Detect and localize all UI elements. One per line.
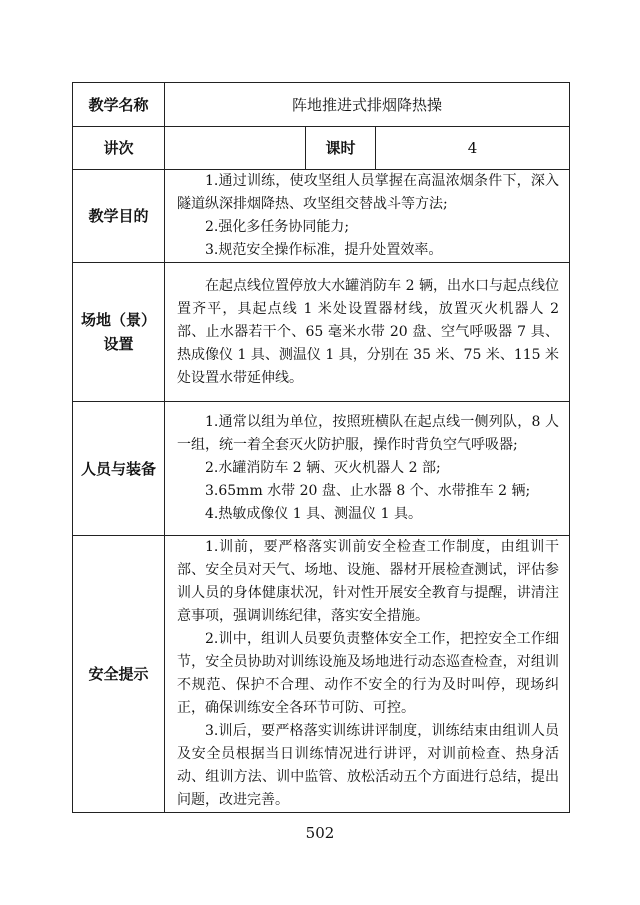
hours-value: 4 (376, 127, 570, 170)
session-label: 讲次 (73, 127, 165, 170)
site-content (165, 275, 569, 390)
hours-label: 课时 (306, 127, 376, 170)
session-value (165, 127, 306, 170)
objectives-content (165, 170, 569, 262)
safety-label: 安全提示 (73, 536, 165, 813)
personnel-cell (165, 402, 570, 536)
objectives-line: 3.规范安全操作标准，提升处置效率。 (205, 242, 443, 258)
objectives-line: 2.强化多任务协同能力; (205, 219, 350, 235)
site-label-line1: 场地（景） (80, 311, 156, 329)
safety-content (165, 536, 569, 812)
training-plan-table (72, 82, 570, 813)
row-session (73, 127, 570, 170)
safety-cell (165, 536, 570, 813)
course-name-label: 教学名称 (73, 83, 165, 127)
site-label (73, 263, 165, 402)
personnel-label: 人员与装备 (73, 402, 165, 536)
site-cell (165, 263, 570, 402)
row-course-name (73, 83, 570, 127)
course-name-value: 阵地推进式排烟降热操 (165, 83, 570, 127)
safety-paragraph: 3.训后，要严格落实训练讲评制度，训练结束由组训人员及安全员根据当日训练情况进行讲评，对训前检查、热身活动、组训方法、训中监管、放松活动五个方面进行总结，提出问题，改进完善。 (177, 723, 560, 808)
objectives-line: 1.通过训练，使攻坚组人员掌握在高温浓烟条件下，深入隧道纵深排烟降热、攻坚组交替战斗等方法; (177, 173, 560, 212)
row-objectives (73, 170, 570, 263)
site-text: 在起点线位置停放大水罐消防车 2 辆，出水口与起点线位置齐平，具起点线 1 米处设置器材线，放置灭火机器人 2 部、止水器若干个、65 毫米水带 20 盘、空气呼吸器 7 具、热成像仪 1 具、测温仪 1 具，分别在 35 米、75 米、115 米处设置水带延伸线。 (177, 277, 560, 386)
personnel-line: 1.通常以组为单位，按照班横队在起点线一侧列队，8 人一组，统一着全套灭火防护服，操作时背负空气呼吸器; (177, 414, 560, 453)
objectives-label: 教学目的 (73, 170, 165, 263)
personnel-content (165, 411, 569, 526)
safety-paragraph: 1.训前，要严格落实训前安全检查工作制度，由组训干部、安全员对天气、场地、设施、器材开展检查测试，评估参训人员的身体健康状况，针对性开展安全教育与提醒，讲清注意事项，强调训练纪律，落实安全措施。 (177, 539, 560, 624)
personnel-line: 2.水罐消防车 2 辆、灭火机器人 2 部; (205, 460, 441, 476)
row-safety (73, 536, 570, 813)
row-site (73, 263, 570, 402)
objectives-cell (165, 170, 570, 263)
page-number: 502 (305, 824, 335, 842)
safety-paragraph: 2.训中，组训人员要负责整体安全工作，把控安全工作细节，安全员协助对训练设施及场地进行动态巡查检查，对组训不规范、保护不合理、动作不安全的行为及时叫停，现场纠正，确保训练安全各环节可防、可控。 (177, 631, 560, 716)
personnel-line: 3.65mm 水带 20 盘、止水器 8 个、水带推车 2 辆; (205, 483, 531, 499)
personnel-line: 4.热敏成像仪 1 具、测温仪 1 具。 (205, 506, 422, 522)
site-label-line2: 设置 (103, 335, 134, 353)
row-personnel (73, 402, 570, 536)
